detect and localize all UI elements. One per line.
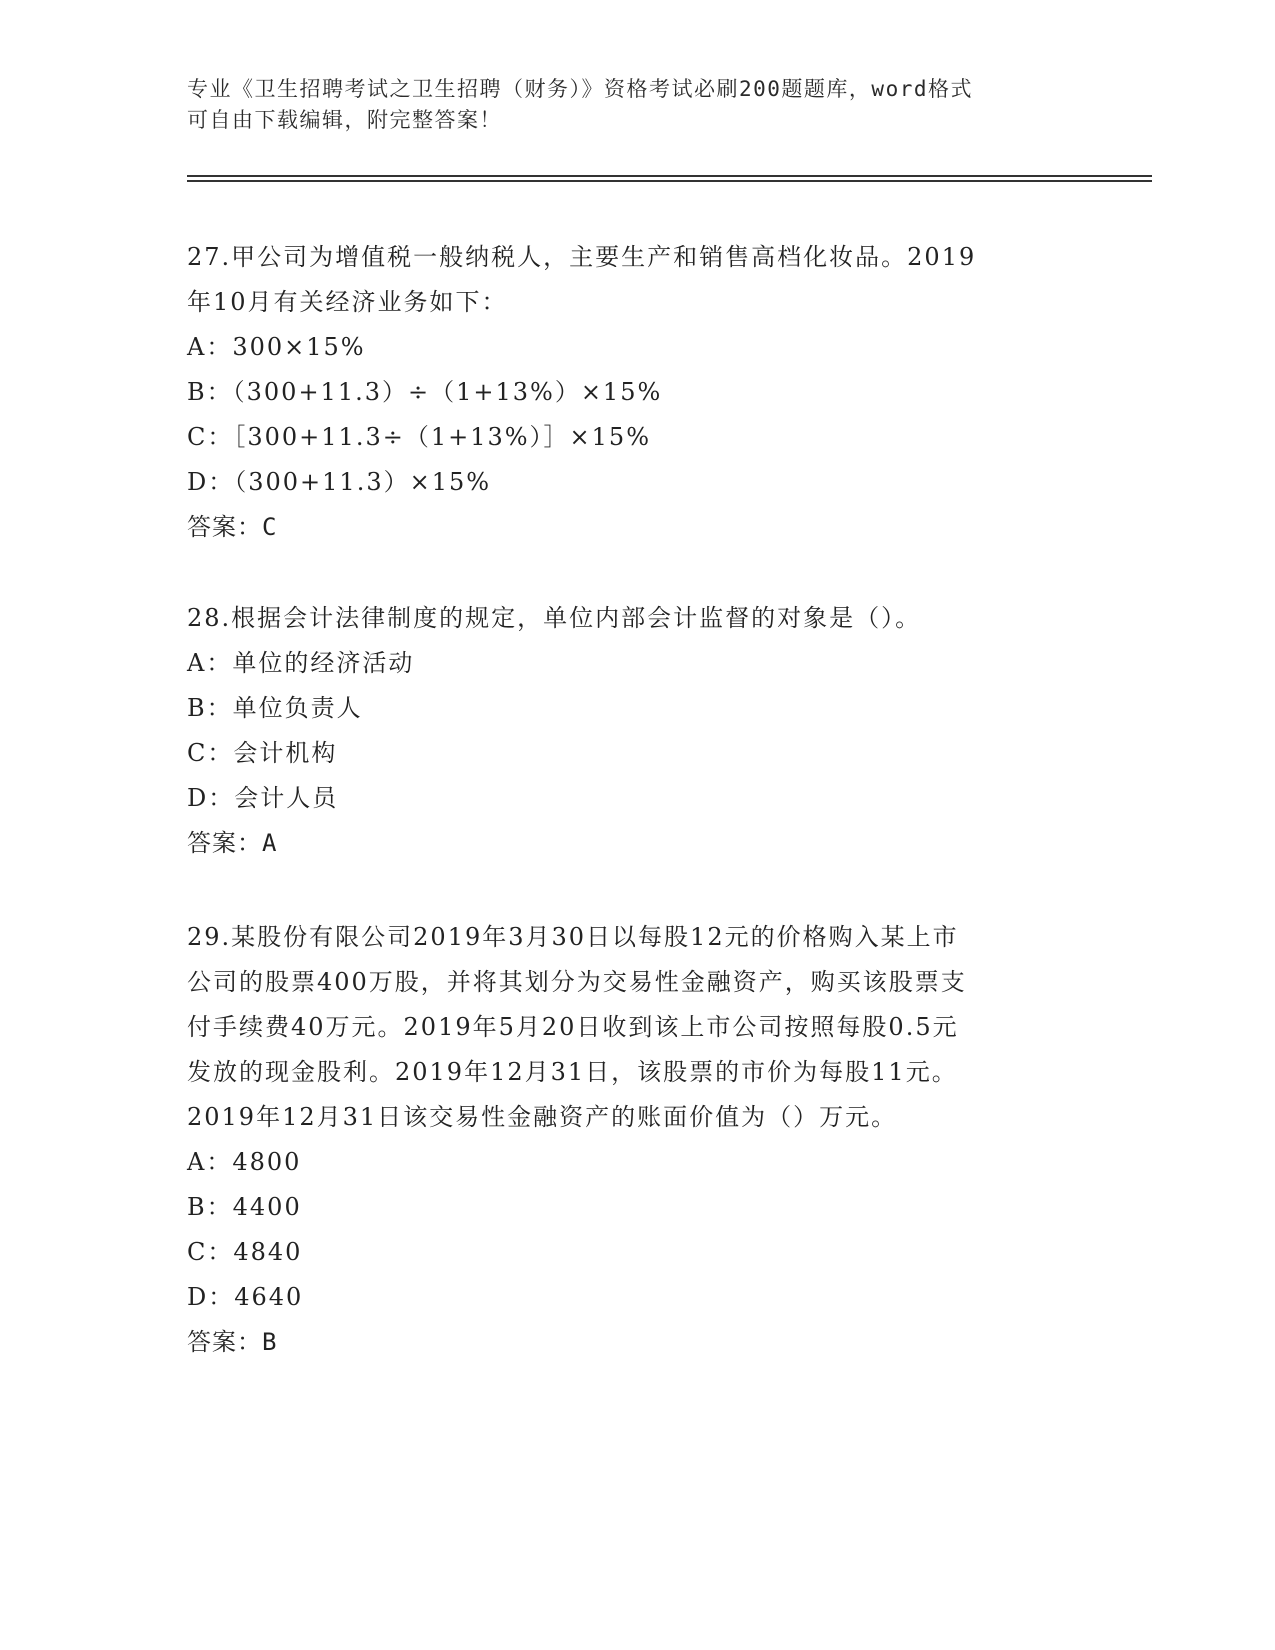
question-stem-line: 27.甲公司为增值税一般纳税人，主要生产和销售高档化妆品。2019 [187, 243, 977, 271]
document-header [187, 74, 1067, 136]
answer: 答案：A [187, 829, 278, 857]
question-stem-line: 28.根据会计法律制度的规定，单位内部会计监督的对象是（）。 [187, 604, 922, 632]
option-d: D：（300+11.3）×15% [187, 468, 492, 496]
option-b: B：单位负责人 [187, 694, 363, 722]
question-29 [187, 915, 1067, 1365]
option-c: C：会计机构 [187, 739, 338, 767]
header-line-1: 专业《卫生招聘考试之卫生招聘（财务）》资格考试必刷200题题库，word格式 [187, 77, 973, 101]
option-c: C：［300+11.3÷（1+13%）］×15% [187, 423, 652, 451]
question-stem-line: 付手续费40万元。2019年5月20日收到该上市公司按照每股0.5元 [187, 1013, 959, 1041]
option-c: C：4840 [187, 1238, 303, 1266]
question-stem-line: 2019年12月31日该交易性金融资产的账面价值为（）万元。 [187, 1103, 898, 1131]
option-b: B：4400 [187, 1193, 302, 1221]
option-d: D：会计人员 [187, 784, 339, 812]
option-a: A：300×15% [187, 333, 366, 361]
answer: 答案：C [187, 513, 278, 541]
header-line-2: 可自由下载编辑，附完整答案！ [187, 108, 502, 132]
header-divider-bottom [187, 180, 1152, 182]
option-d: D：4640 [187, 1283, 304, 1311]
option-a: A：4800 [187, 1148, 302, 1176]
question-28 [187, 596, 1067, 866]
question-27 [187, 235, 1067, 550]
header-divider-top [187, 175, 1152, 177]
question-stem-line: 公司的股票400万股，并将其划分为交易性金融资产，购买该股票支 [187, 968, 967, 996]
option-a: A：单位的经济活动 [187, 649, 415, 677]
question-stem-line: 发放的现金股利。2019年12月31日，该股票的市价为每股11元。 [187, 1058, 958, 1086]
question-stem-line: 年10月有关经济业务如下： [187, 288, 508, 316]
option-b: B：（300+11.3）÷（1+13%）×15% [187, 378, 663, 406]
question-stem-line: 29.某股份有限公司2019年3月30日以每股12元的价格购入某上市 [187, 923, 959, 951]
answer: 答案：B [187, 1328, 278, 1356]
